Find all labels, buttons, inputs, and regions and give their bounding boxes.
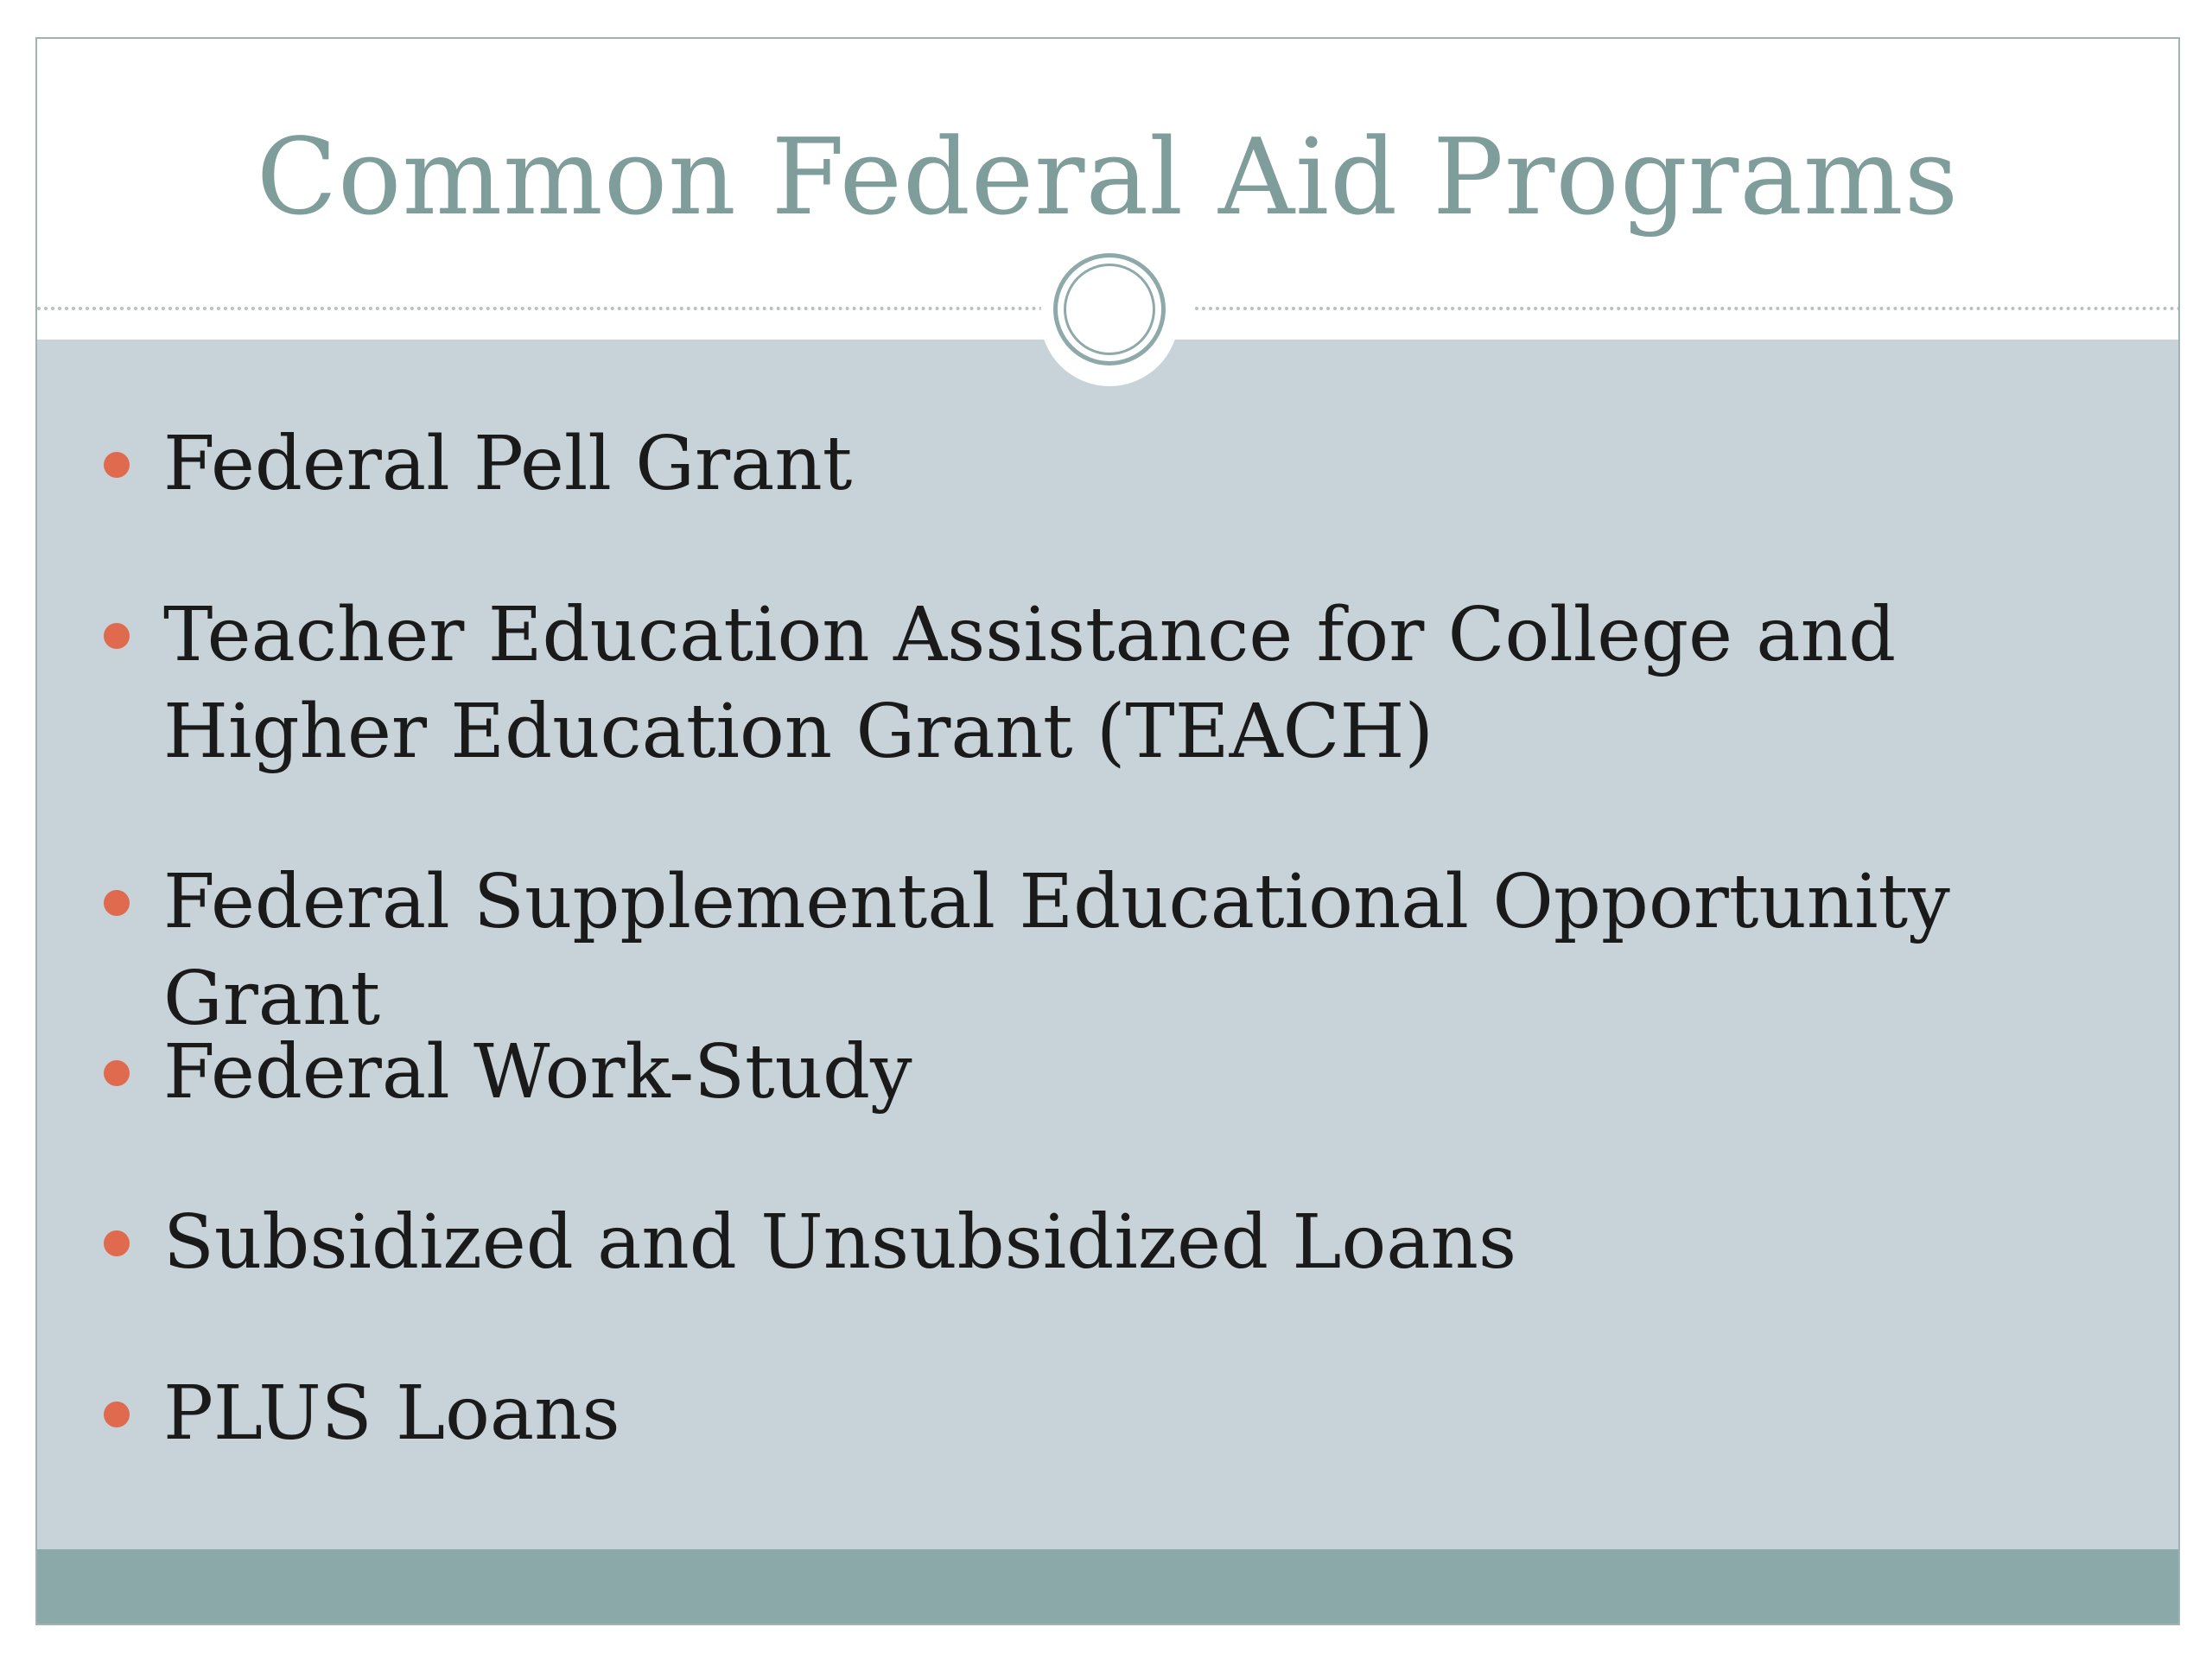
bullet-item-fseog	[163, 854, 2133, 1047]
bullet-item-loans	[163, 1194, 2133, 1291]
bullet-dot-icon	[104, 890, 130, 916]
bullet-text: Federal Supplemental Educational Opportunity Grant	[163, 859, 1950, 1042]
bullet-dot-icon	[104, 1230, 130, 1256]
slide	[35, 37, 2180, 1625]
bullet-text: PLUS Loans	[163, 1370, 620, 1457]
bullet-item-plus	[163, 1365, 2133, 1462]
bullet-item-pell	[163, 416, 2133, 512]
title-divider-right	[1195, 307, 2180, 310]
footer-bar	[37, 1549, 2178, 1624]
title-divider-left	[37, 307, 1044, 310]
bullet-dot-icon	[104, 1402, 130, 1427]
bullet-dot-icon	[104, 623, 130, 649]
bullet-dot-icon	[104, 1060, 130, 1086]
double-ring-icon	[1053, 253, 1166, 365]
bullet-item-teach	[163, 587, 2133, 780]
bullet-dot-icon	[104, 452, 130, 478]
content-area	[37, 340, 2178, 1552]
bullet-item-work-study	[163, 1024, 2133, 1121]
slide-title: Common Federal Aid Programs	[256, 116, 1960, 238]
bullet-text: Subsidized and Unsubsidized Loans	[163, 1199, 1517, 1286]
bullet-text: Teacher Education Assistance for College and Higher Education Grant (TEACH)	[163, 592, 1897, 775]
bullet-text: Federal Pell Grant	[163, 421, 853, 507]
bullet-text: Federal Work-Study	[163, 1029, 912, 1116]
